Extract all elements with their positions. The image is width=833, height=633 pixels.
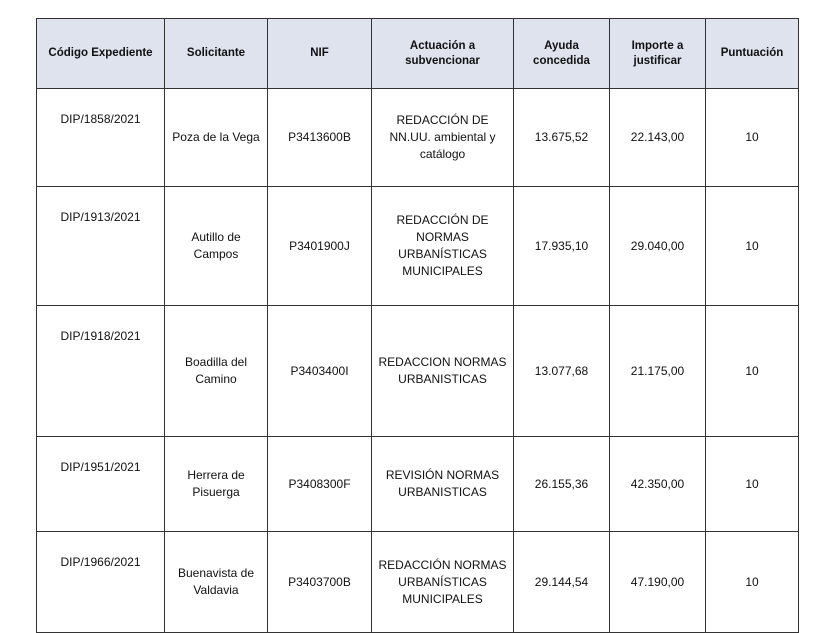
cell-ayuda-concedida: 26.155,36 (514, 437, 610, 532)
cell-ayuda-concedida: 29.144,54 (514, 532, 610, 633)
cell-ayuda-concedida: 17.935,10 (514, 187, 610, 306)
cell-ayuda-concedida: 13.675,52 (514, 89, 610, 187)
cell-solicitante: Herrera de Pisuerga (165, 437, 268, 532)
header-ayuda-concedida: Ayuda concedida (514, 19, 610, 89)
cell-actuacion: REDACCIÓN DE NORMAS URBANÍSTICAS MUNICIPALES (372, 187, 514, 306)
cell-nif: P3408300F (268, 437, 372, 532)
header-solicitante: Solicitante (165, 19, 268, 89)
cell-solicitante: Autillo de Campos (165, 187, 268, 306)
header-codigo-expediente: Código Expediente (37, 19, 165, 89)
header-row (37, 19, 799, 89)
cell-puntuacion: 10 (706, 187, 799, 306)
cell-puntuacion: 10 (706, 532, 799, 633)
header-actuacion: Actuación a subvencionar (372, 19, 514, 89)
cell-solicitante: Boadilla del Camino (165, 306, 268, 437)
cell-actuacion: REDACCIÓN DE NN.UU. ambiental y catálogo (372, 89, 514, 187)
table-row (37, 306, 799, 437)
table-row (37, 187, 799, 306)
header-nif: NIF (268, 19, 372, 89)
cell-ayuda-concedida: 13.077,68 (514, 306, 610, 437)
cell-nif: P3413600B (268, 89, 372, 187)
cell-importe-justificar: 47.190,00 (610, 532, 706, 633)
cell-solicitante: Poza de la Vega (165, 89, 268, 187)
cell-nif: P3403400I (268, 306, 372, 437)
cell-codigo-expediente: DIP/1913/2021 (37, 187, 165, 306)
table-row (37, 437, 799, 532)
table-row (37, 89, 799, 187)
cell-puntuacion: 10 (706, 437, 799, 532)
cell-codigo-expediente: DIP/1966/2021 (37, 532, 165, 633)
cell-codigo-expediente: DIP/1918/2021 (37, 306, 165, 437)
cell-importe-justificar: 22.143,00 (610, 89, 706, 187)
cell-solicitante: Buenavista de Valdavia (165, 532, 268, 633)
cell-puntuacion: 10 (706, 306, 799, 437)
cell-codigo-expediente: DIP/1951/2021 (37, 437, 165, 532)
cell-importe-justificar: 29.040,00 (610, 187, 706, 306)
cell-codigo-expediente: DIP/1858/2021 (37, 89, 165, 187)
header-importe-justificar: Importe a justificar (610, 19, 706, 89)
table-row (37, 532, 799, 633)
cell-nif: P3401900J (268, 187, 372, 306)
cell-nif: P3403700B (268, 532, 372, 633)
cell-actuacion: REVISIÓN NORMAS URBANISTICAS (372, 437, 514, 532)
cell-importe-justificar: 42.350,00 (610, 437, 706, 532)
header-puntuacion: Puntuación (706, 19, 799, 89)
grants-table (36, 18, 799, 633)
cell-actuacion: REDACCION NORMAS URBANISTICAS (372, 306, 514, 437)
cell-puntuacion: 10 (706, 89, 799, 187)
cell-importe-justificar: 21.175,00 (610, 306, 706, 437)
cell-actuacion: REDACCIÓN NORMAS URBANÍSTICAS MUNICIPALES (372, 532, 514, 633)
